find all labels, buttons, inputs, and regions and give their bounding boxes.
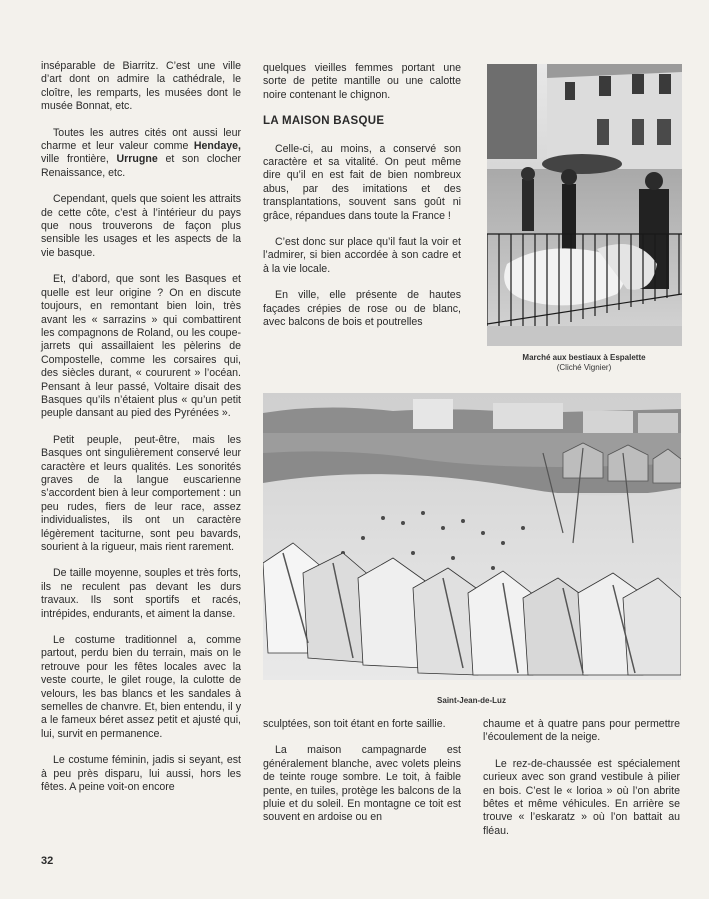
caption-title: Marché aux bestiaux à Espalette [522, 353, 646, 362]
paragraph: Petit peuple, peut-être, mais les Basques ont singulièrement conservé leur caractère et leurs qualités. Les sonorités graves de la langue euscarienne s’accordent bien à leur comportement : un peu rudes, fiers de leur race, assez individualistes, ils ont un caractère légèrement taciturne, sont peu bavards, sourient à la rigueur, mais rient rarement. [41, 433, 241, 553]
paragraph: Cependant, quels que soient les attraits de cette côte, c’est à l’intérieur du pays que nous trouverons de façon plus sensible les usages et les aspects de la vie basque. [41, 193, 241, 259]
text-run: ville frontière, [41, 153, 117, 166]
text-column-right-lower [483, 718, 680, 851]
paragraph: inséparable de Biarritz. C’est une ville d’art dont on admire la cathédrale, le cloître, les remparts, les musées dont le musée Bonnat, etc. [41, 60, 241, 113]
paragraph: Le costume féminin, jadis si seyant, est à peu près disparu, lui aussi, hors les fêtes. A peine voit-on encore [41, 754, 241, 794]
paragraph: Le costume traditionnel a, comme partout, perdu bien du terrain, mais on le retrouve pour les fêtes locales avec la veste courte, le gilet rouge, la culotte de velours, les bas blancs et les sandales à semelles de chanvre. Et, bien entendu, il y a le fameux béret assez petit et ajusté qui, lui, survit en permanence. [41, 634, 241, 740]
photo-cattle-market [487, 64, 682, 346]
place-name-hendaye: Hendaye, [193, 140, 241, 153]
paragraph: chaume et à quatre pans pour permettre l’écoulement de la neige. [483, 718, 680, 744]
text-column-left [41, 60, 241, 808]
photo-saint-jean-de-luz-beach [263, 393, 681, 680]
caption-credit: (Cliché Vignier) [556, 362, 612, 372]
paragraph [41, 127, 241, 181]
paragraph: De taille moyenne, souples et très forts, ils ne reculent pas devant les durs travaux. Ils sont sportifs et racés, intrépides, endurants, et aiment la danse. [41, 567, 241, 620]
paragraph: C’est donc sur place qu’il faut la voir et l’admirer, si bien accordée à son cadre et à la vie locale. [263, 236, 461, 275]
photo-beach-image [263, 393, 681, 680]
text-column-middle-lower [263, 718, 461, 838]
paragraph: Et, d’abord, que sont les Basques et quelle est leur origine ? On en discute toujours, en remontant bien loin, très avant les « sarrazins » qui combattirent les compagnons de Roland, ou les coupe-jarrets qui assaillaient les pèlerins de Compostelle, comme les corsaires qui, des siècles durant, « coururent » l’océan. Pensant à leur passé, Voltaire disait des Basques qu’ils n’étaient plus « qu’un petit peuple dansant au pied des Pyrénées ». [41, 273, 241, 420]
photo-cattle-market-image [487, 64, 682, 346]
paragraph: Le rez-de-chaussée est spécialement curieux avec son grand vestibule à pilier en bois. C’est le « lorioa » où l’on abrite bêtes et même véhicules. En arrière se trouve « l’eskaratz » où l’on battait au fléau. [483, 757, 680, 837]
paragraph: quelques vieilles femmes portant une sorte de petite mantille ou une calotte noire contenant le chignon. [263, 62, 461, 101]
paragraph: Celle-ci, au moins, a conservé son caractère et sa vitalité. On peut même dire qu’il en est fait de bien nombreux abus, par des imitations et des transplantations, souvent sans goût ni grâce, répandues dans toute la France ! [263, 142, 461, 222]
section-heading: LA MAISON BASQUE [263, 115, 385, 128]
paragraph: sculptées, son toit étant en forte saillie. [263, 718, 446, 730]
paragraph: En ville, elle présente de hautes façades crépies de rose ou de blanc, avec balcons de bois et poutrelles [263, 289, 461, 329]
page-number: 32 [41, 855, 54, 867]
caption-photo-cattle-market [486, 353, 682, 372]
text-run: Toutes les autres cités ont aussi leur charme et leur valeur comme [41, 126, 241, 153]
paragraph: La maison campagnarde est généralement blanche, avec volets pleins de teinte rouge sombre. Le toit, à faible pente, en tuiles, protège les balcons de la pluie et du soleil. En montagne ce toit est souvent en ardoise ou en [263, 744, 461, 824]
text-run: et son clocher Renaissance, etc. [41, 153, 241, 179]
place-name-urrugne: Urrugne [116, 153, 158, 166]
text-column-middle [263, 62, 461, 343]
caption-saint-jean-de-luz: Saint-Jean-de-Luz [437, 696, 506, 705]
